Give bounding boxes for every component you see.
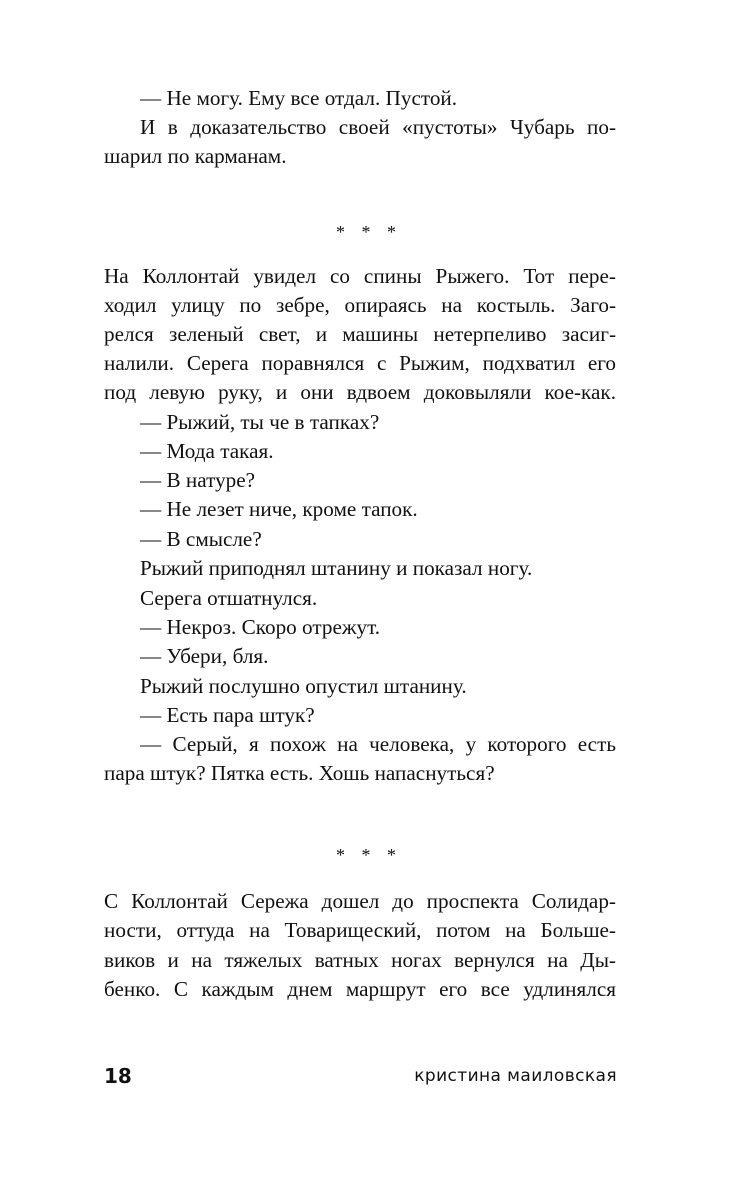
paragraph-line: шарил по карманам. xyxy=(104,144,287,168)
section-separator: * * * xyxy=(336,845,402,865)
dialogue-line: — В смысле? xyxy=(140,527,262,551)
paragraph-line: бенко. С каждым днем маршрут его все удлинялся xyxy=(104,977,616,1001)
dialogue-line: — Есть пара штук? xyxy=(140,703,315,727)
paragraph-line: релся зеленый свет, и машины нетерпеливо засиг- xyxy=(104,322,616,346)
paragraph-line: — Не могу. Ему все отдал. Пустой. xyxy=(140,86,458,110)
dialogue-line: — Некроз. Скоро отрежут. xyxy=(140,615,381,639)
paragraph-line: На Коллонтай увидел со спины Рыжего. Тот пере- xyxy=(104,264,616,288)
page-number: 18 xyxy=(104,1064,132,1088)
dialogue-line: — Мода такая. xyxy=(140,439,274,463)
dialogue-line: — Серый, я похож на человека, у которого есть xyxy=(140,732,616,756)
dialogue-line: — Рыжий, ты че в тапках? xyxy=(140,410,380,434)
section-separator: * * * xyxy=(336,222,402,242)
dialogue-line: — Не лезет ниче, кроме тапок. xyxy=(140,497,418,521)
paragraph-line: виков и на тяжелых ватных ногах вернулся на Ды- xyxy=(104,948,616,972)
paragraph-line: под левую руку, и они вдвоем доковыляли кое-как. xyxy=(104,380,616,404)
paragraph-line: С Коллонтай Сережа дошел до проспекта Солидар- xyxy=(104,889,616,913)
paragraph-line: налили. Серега поравнялся с Рыжим, подхватил его xyxy=(104,351,616,375)
paragraph-line: ходил улицу по зебре, опираясь на костыль. Заго- xyxy=(104,293,616,317)
dialogue-line: — В натуре? xyxy=(140,468,256,492)
paragraph-line: Рыжий послушно опустил штанину. xyxy=(140,674,467,698)
paragraph-line: Рыжий приподнял штанину и показал ногу. xyxy=(140,556,533,580)
paragraph-line: Серега отшатнулся. xyxy=(140,586,318,610)
dialogue-line: — Убери, бля. xyxy=(140,644,269,668)
paragraph-line: И в доказательство своей «пустоты» Чубарь по- xyxy=(140,115,616,139)
paragraph-line: ности, оттуда на Товарищеский, потом на Большe- xyxy=(104,918,616,942)
running-footer-author: кристина маиловская xyxy=(414,1066,617,1086)
dialogue-line: пара штук? Пятка есть. Хошь напаснуться? xyxy=(104,761,495,785)
